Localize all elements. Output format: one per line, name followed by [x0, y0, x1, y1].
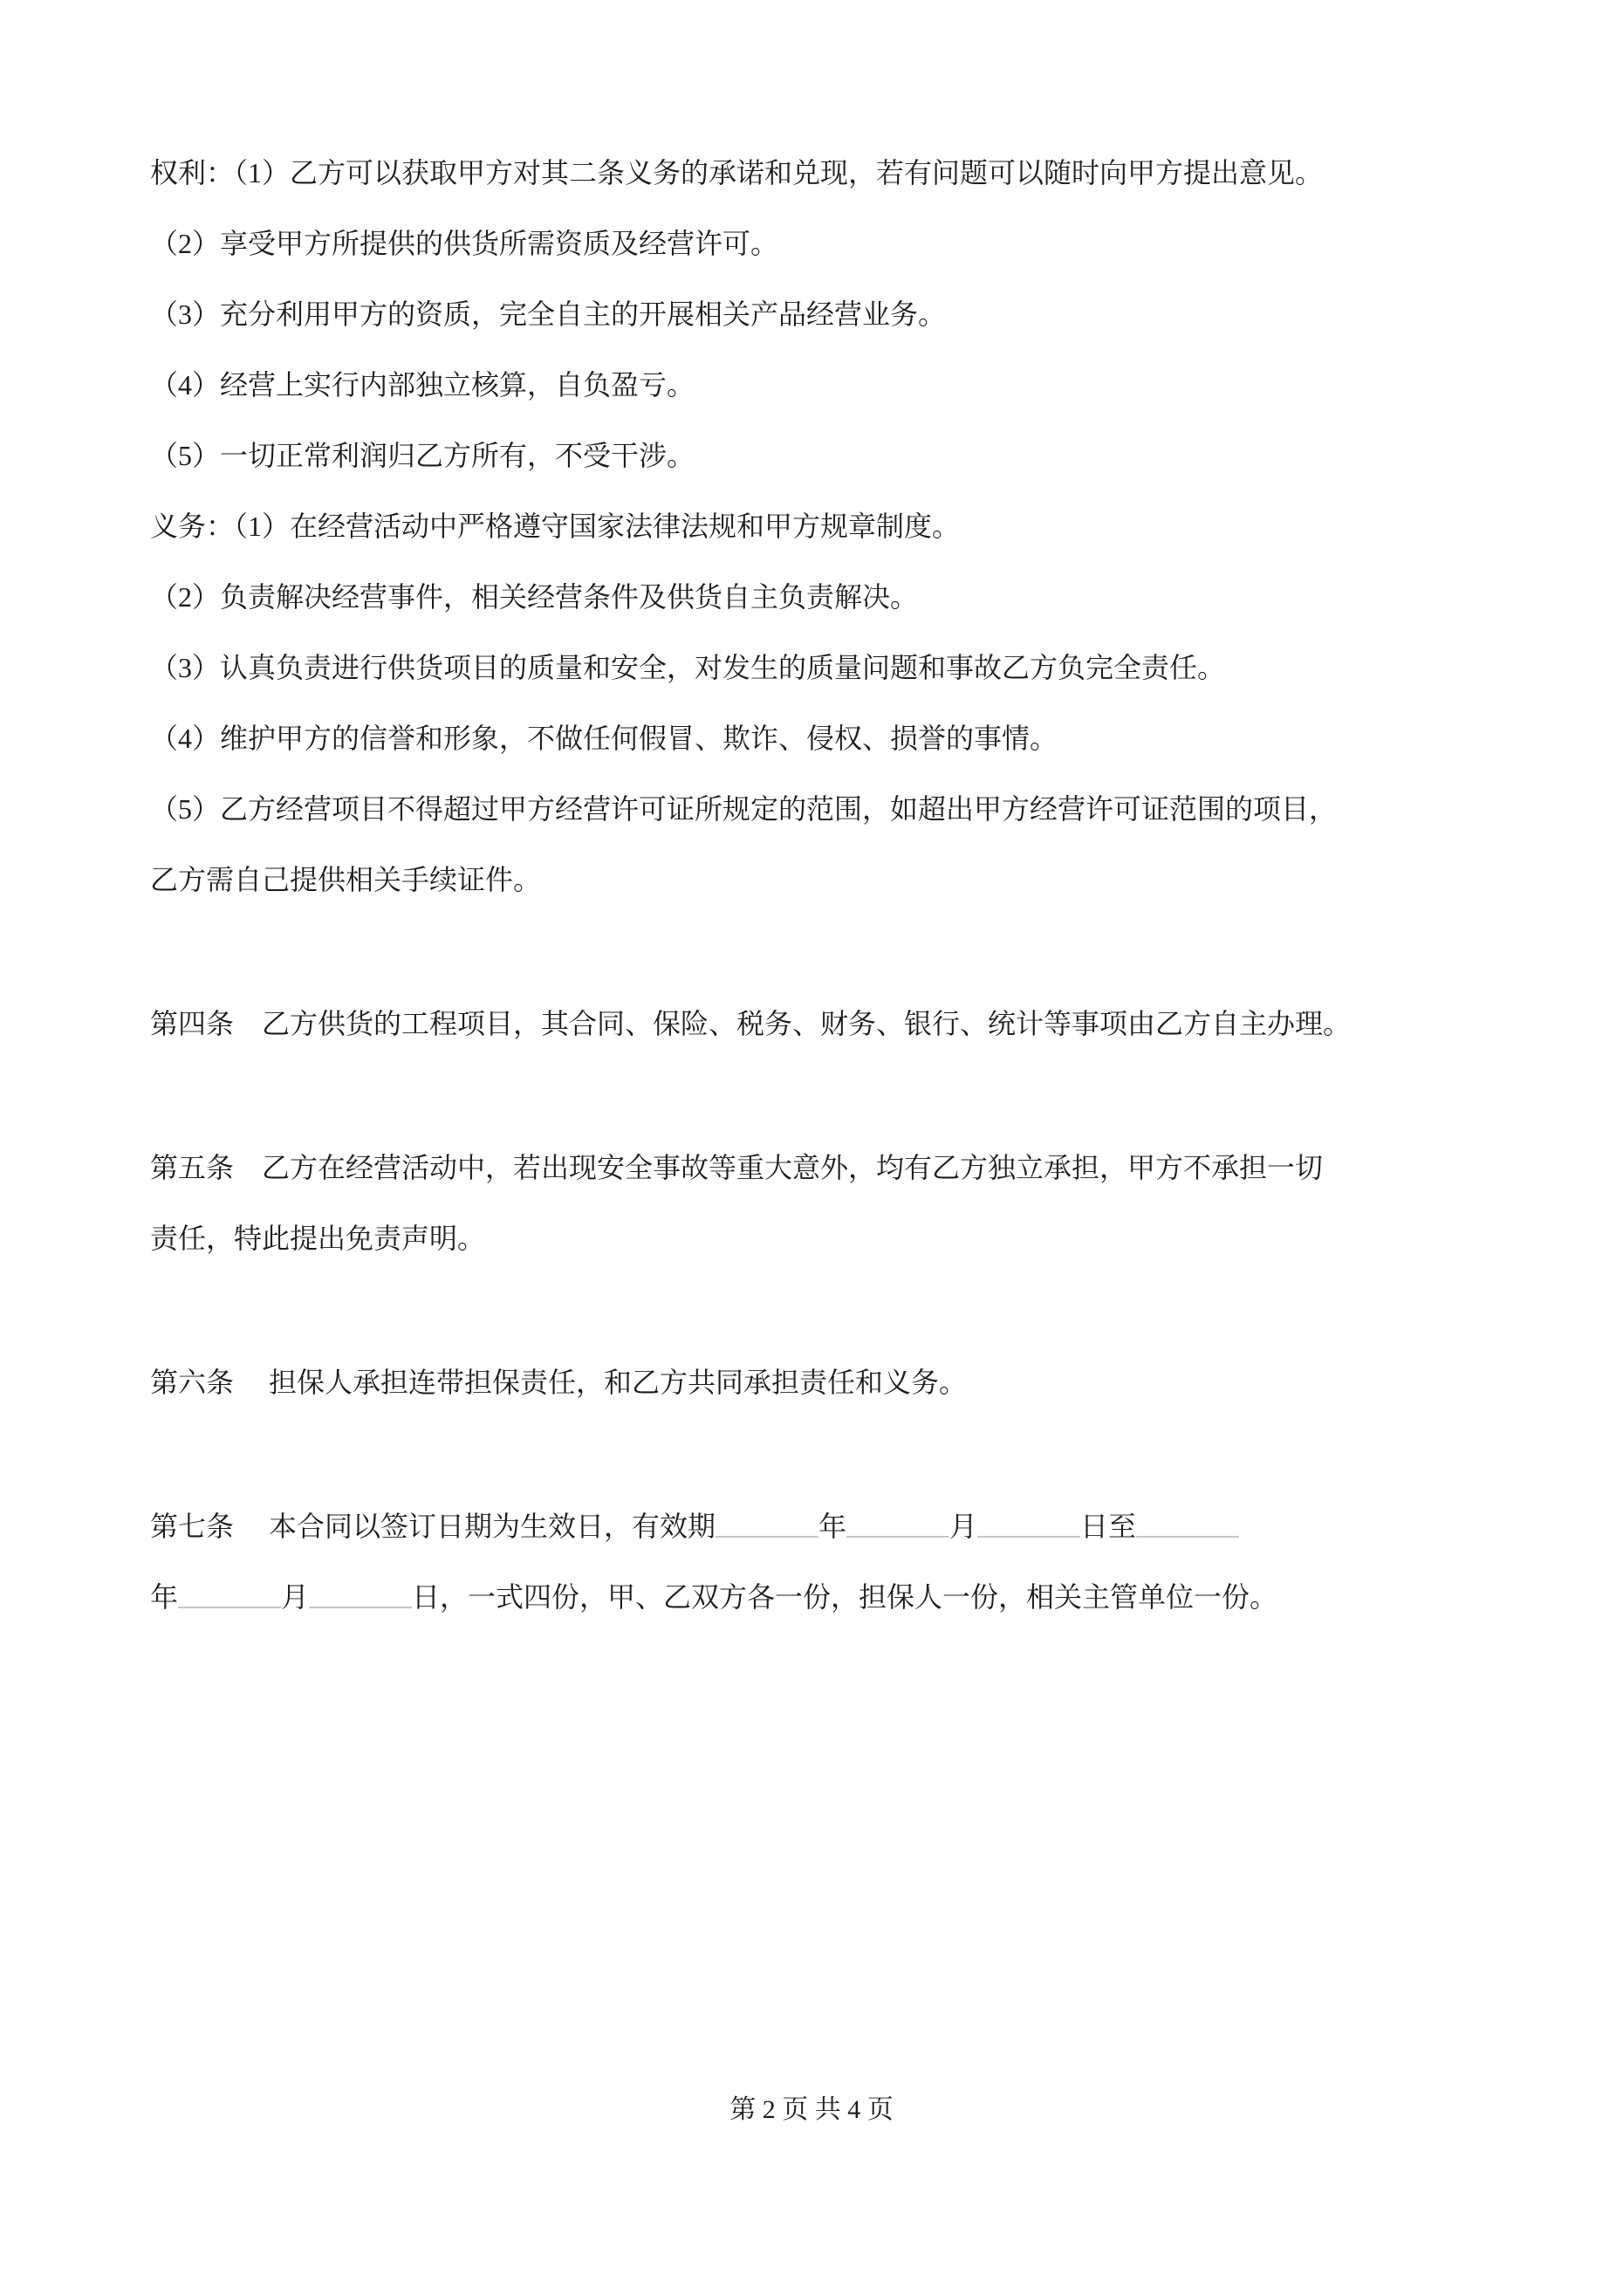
rights-item-2: （2）享受甲方所提供的供货所需资质及经营许可。: [150, 228, 779, 259]
contract-body: [150, 138, 1372, 1633]
fill-in-blank-underline: [178, 1580, 281, 1608]
obligations-item-2: （2）负责解决经营事件，相关经营条件及供货自主负责解决。: [150, 581, 919, 613]
rights-item-3: （3）充分利用甲方的资质，完全自主的开展相关产品经营业务。: [150, 298, 947, 330]
page-footer: 第 2 页 共 4 页: [729, 2095, 894, 2124]
obligations-item-4: （4）维护甲方的信誉和形象，不做任何假冒、欺诈、侵权、损誉的事情。: [150, 723, 1058, 754]
obligations-item-5-line-2: 乙方需自己提供相关手续证件。: [150, 864, 542, 895]
month-label: 月: [949, 1511, 978, 1542]
rights-item-5: （5）一切正常利润归乙方所有，不受干涉。: [150, 440, 695, 471]
obligations-item-3: （3）认真负责进行供货项目的质量和安全，对发生的质量问题和事故乙方负完全责任。: [150, 652, 1226, 683]
clause-seven-prefix: 第七条 本合同以签订日期为生效日，有效期: [150, 1511, 716, 1542]
month-label: 月: [281, 1581, 310, 1613]
fill-in-blank-underline: [846, 1510, 949, 1538]
fill-in-blank-underline: [977, 1510, 1080, 1538]
clause-seven-line-2: [150, 1562, 1372, 1633]
clause-four-line: 第四条 乙方供货的工程项目，其合同、保险、税务、财务、银行、统计等事项由乙方自主办理。: [150, 1008, 1352, 1039]
clause-seven-line-1: [150, 1491, 1372, 1562]
year-label: 年: [150, 1581, 179, 1613]
clause-six-line: 第六条 担保人承担连带担保责任，和乙方共同承担责任和义务。: [150, 1367, 968, 1398]
fill-in-blank-underline: [309, 1580, 412, 1608]
fill-in-blank-underline: [716, 1510, 818, 1538]
clause-five-line-1: 第五条 乙方在经营活动中，若出现安全事故等重大意外，均有乙方独立承担，甲方不承担一切: [150, 1152, 1324, 1183]
clause-five-line-2: 责任，特此提出免责声明。: [150, 1223, 486, 1254]
fill-in-blank-underline: [1136, 1510, 1239, 1538]
obligations-item-5-line-1: （5）乙方经营项目不得超过甲方经营许可证所规定的范围，如超出甲方经营许可证范围的项目，: [150, 793, 1338, 825]
clause-seven-suffix: 日，一式四份，甲、乙双方各一份，担保人一份，相关主管单位一份。: [412, 1581, 1278, 1613]
rights-item-4: （4）经营上实行内部独立核算，自负盈亏。: [150, 369, 695, 401]
rights-intro-item-1: 权利：（1）乙方可以获取甲方对其二条义务的承诺和兑现，若有问题可以随时向甲方提出意见。: [150, 157, 1324, 188]
year-label: 年: [818, 1511, 847, 1542]
obligations-intro-item-1: 义务：（1）在经营活动中严格遵守国家法律法规和甲方规章制度。: [150, 511, 961, 542]
day-to-label: 日至: [1080, 1511, 1137, 1542]
